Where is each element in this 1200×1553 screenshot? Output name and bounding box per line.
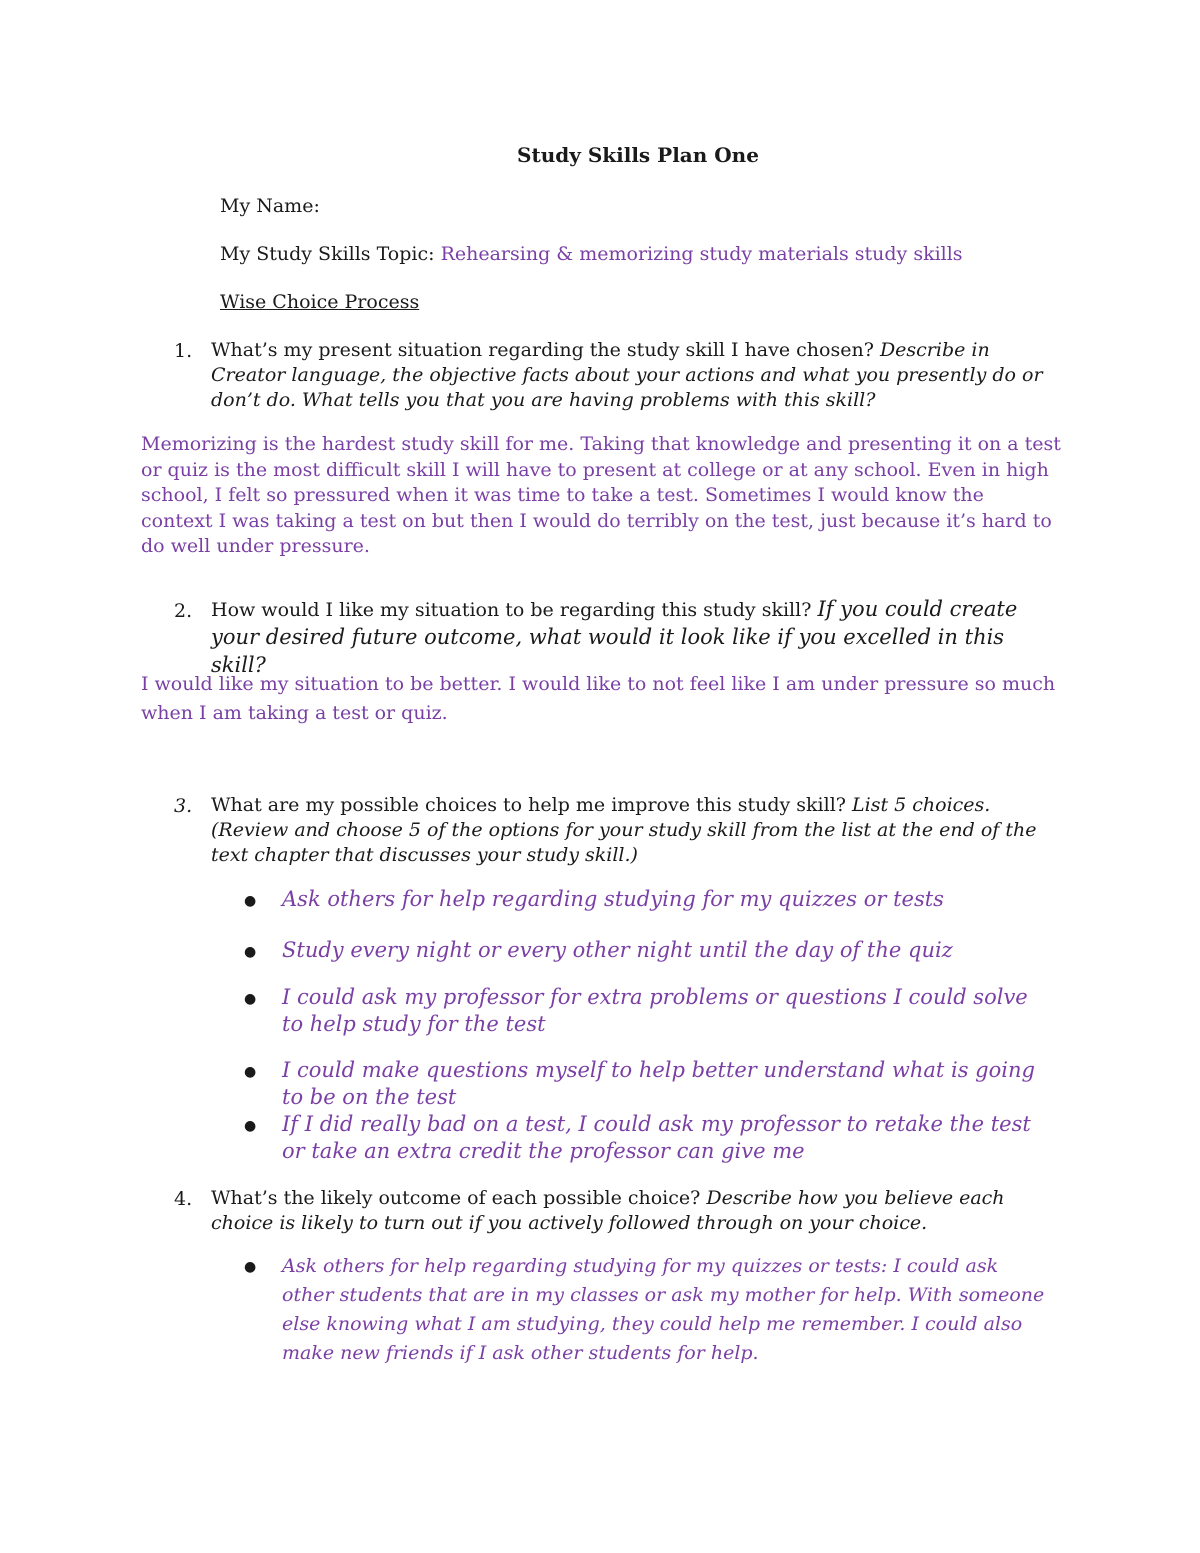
topic-value: Rehearsing & memorizing study materials study skills — [440, 243, 963, 265]
bullet-icon: ● — [244, 893, 257, 909]
q3-text — [211, 793, 1061, 868]
q3-choice-2: Study every night or every other night until the day of the quiz — [282, 938, 953, 962]
document-title: Study Skills Plan One — [517, 143, 759, 167]
q4-outcome-1: Ask others for help regarding studying for my quizzes or tests: I could ask other students that are in my classes or ask my mother for help. With someone else knowing what I am studying, they could help me remember. I could also make new friends if I ask other students for help. — [282, 1255, 1045, 1364]
bullet-icon: ● — [244, 944, 257, 960]
q1-number: 1. — [174, 340, 193, 362]
q1-prompt: Describe in Creator language, the objective facts about your actions and what you presently do or don’t do. What tells you that you are having problems with this skill? — [211, 339, 1043, 411]
q4-question: What’s the likely outcome of each possible choice? — [211, 1187, 707, 1209]
topic-line — [220, 243, 963, 265]
q3-question: What are my possible choices to help me improve this study skill? — [211, 794, 853, 816]
q2-text — [211, 596, 1061, 680]
bullet-icon: ● — [244, 1118, 257, 1134]
q3-choice-3: I could ask my professor for extra problems or questions I could solve to help study for the test — [282, 985, 1028, 1036]
name-label: My Name: — [220, 195, 320, 217]
q2-number: 2. — [174, 600, 193, 622]
q3-choice-1: Ask others for help regarding studying for my quizzes or tests — [282, 887, 944, 911]
q1-text — [211, 338, 1061, 413]
bullet-icon: ● — [244, 1064, 257, 1080]
q2-question: How would I like my situation to be regarding this study skill? — [211, 599, 818, 621]
q3-prompt: List 5 choices. (Review and choose 5 of the options for your study skill from the list at the end of the text chapter that discusses your study skill.) — [211, 794, 1037, 866]
topic-label: My Study Skills Topic: — [220, 243, 441, 265]
q1-answer: Memorizing is the hardest study skill for me. Taking that knowledge and presenting it on a test or quiz is the most difficult skill I will have to present at college or at any school. Even in high school, I felt so pressured when it was time to take a test. Sometimes I would know the context I was taking a test on but then I would do terribly on the test, just because it’s hard to do well under pressure. — [141, 433, 1061, 557]
bullet-icon: ● — [244, 991, 257, 1007]
bullet-icon: ● — [244, 1259, 257, 1275]
q1-question: What’s my present situation regarding the study skill I have chosen? — [211, 339, 880, 361]
q4-prompt: Describe how you believe each choice is likely to turn out if you actively followed through on your choice. — [211, 1187, 1005, 1234]
q2-answer: I would like my situation to be better. I would like to not feel like I am under pressure so much when I am taking a test or quiz. — [141, 673, 1056, 724]
q4-number: 4. — [174, 1188, 193, 1210]
q3-choice-4: I could make questions myself to help better understand what is going to be on the test — [282, 1058, 1035, 1109]
q3-choice-5: If I did really bad on a test, I could ask my professor to retake the test or take an extra credit the professor can give me — [282, 1112, 1031, 1163]
process-heading: Wise Choice Process — [220, 291, 420, 313]
q2-prompt: If you could create your desired future outcome, what would it look like if you excelled in this skill? — [211, 597, 1018, 677]
q3-number: 3. — [174, 795, 193, 817]
q4-text — [211, 1186, 1061, 1236]
